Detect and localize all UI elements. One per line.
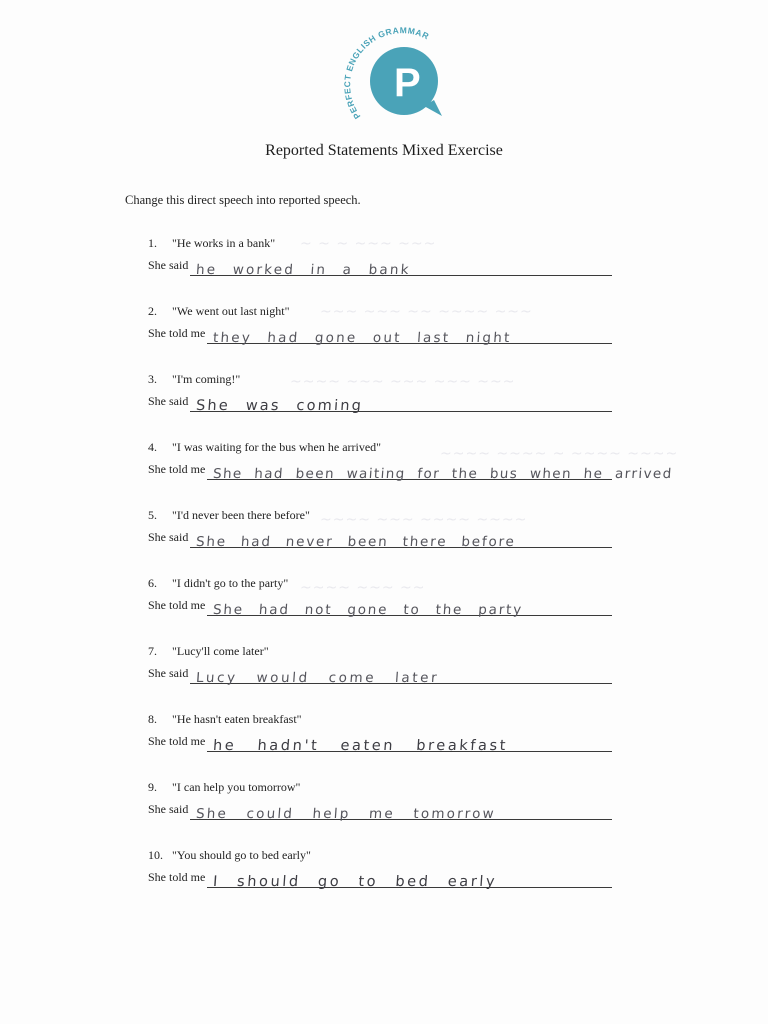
answer-line[interactable]: [190, 661, 612, 684]
exercise-item: [0, 304, 768, 372]
handwritten-answer: She could help me tomorrow: [195, 806, 497, 822]
handwritten-answer: he hadn't eaten breakfast: [212, 738, 509, 754]
perfect-english-grammar-logo: [338, 26, 450, 126]
handwritten-answer: She had not gone to the party: [212, 602, 524, 618]
handwritten-answer: I should go to bed early: [212, 874, 498, 890]
show-through-mark: ~ ~ ~ ~~~ ~~~: [300, 236, 437, 252]
answer-line[interactable]: [190, 525, 612, 548]
answer-line[interactable]: [207, 321, 612, 344]
exercise-item: [0, 372, 768, 440]
exercise-item: [0, 644, 768, 712]
exercise-prompt: [148, 576, 288, 591]
answer-row: [148, 526, 612, 548]
handwritten-answer: She had been waiting for the bus when he arrived: [212, 466, 674, 482]
answer-row: [148, 390, 612, 412]
exercise-item: [0, 848, 768, 916]
direct-speech: "We went out last night": [172, 304, 290, 318]
item-number: 8.: [148, 712, 157, 726]
exercise-item: [0, 440, 768, 508]
handwritten-answer: Lucy would come later: [195, 670, 441, 686]
exercise-prompt: [148, 508, 310, 523]
direct-speech: "I can help you tomorrow": [172, 780, 301, 794]
exercise-prompt: [148, 440, 381, 455]
exercise-item: [0, 780, 768, 848]
show-through-mark: ~~~~ ~~~ ~~~ ~~~ ~~~: [290, 374, 516, 390]
lead-phrase: She said: [148, 666, 189, 680]
direct-speech: "I'm coming!": [172, 372, 241, 386]
lead-phrase: She said: [148, 394, 189, 408]
exercise-item: [0, 712, 768, 780]
exercise-item: [0, 576, 768, 644]
exercise-prompt: [148, 644, 269, 659]
exercise-item: [0, 236, 768, 304]
answer-row: [148, 662, 612, 684]
item-number: 10.: [148, 848, 163, 862]
direct-speech: "You should go to bed early": [172, 848, 311, 862]
answer-line[interactable]: [190, 797, 612, 820]
answer-row: [148, 322, 612, 344]
answer-line[interactable]: [207, 865, 612, 888]
exercise-prompt: [148, 236, 275, 251]
exercise-prompt: [148, 780, 300, 795]
direct-speech: "He works in a bank": [172, 236, 276, 250]
item-number: 3.: [148, 372, 157, 386]
direct-speech: "Lucy'll come later": [172, 644, 269, 658]
show-through-mark: ~~~~ ~~~ ~~~~ ~~~~: [320, 512, 528, 528]
answer-row: [148, 458, 674, 482]
answer-line[interactable]: [190, 389, 612, 412]
exercise-prompt: [148, 372, 240, 387]
item-number: 4.: [148, 440, 157, 454]
handwritten-answer: they had gone out last night: [212, 330, 513, 346]
direct-speech: "I'd never been there before": [172, 508, 310, 522]
lead-phrase: She said: [148, 530, 189, 544]
lead-phrase: She told me: [148, 462, 206, 476]
lead-phrase: She told me: [148, 870, 206, 884]
exercise-list: [0, 236, 768, 916]
lead-phrase: She said: [148, 802, 189, 816]
answer-row: [148, 730, 612, 752]
logo-letter: P: [394, 61, 421, 105]
answer-row: [148, 798, 612, 820]
lead-phrase: She told me: [148, 598, 206, 612]
instructions: Change this direct speech into reported speech.: [125, 193, 361, 207]
exercise-prompt: [148, 304, 289, 319]
logo-arc-text: PERFECT ENGLISH GRAMMAR: [342, 26, 431, 122]
handwritten-answer: She was coming: [195, 398, 364, 414]
show-through-mark: ~~~~ ~~~ ~~: [300, 580, 426, 596]
exercise-item: [0, 508, 768, 576]
answer-line[interactable]: [207, 729, 612, 752]
answer-line[interactable]: [207, 593, 612, 616]
lead-phrase: She told me: [148, 326, 206, 340]
item-number: 2.: [148, 304, 157, 318]
item-number: 9.: [148, 780, 157, 794]
page-title: Reported Statements Mixed Exercise: [265, 142, 503, 159]
answer-line[interactable]: [207, 457, 674, 482]
lead-phrase: She said: [148, 258, 189, 272]
answer-row: [148, 254, 612, 276]
exercise-prompt: [148, 848, 311, 863]
exercise-prompt: [148, 712, 302, 727]
answer-line[interactable]: [190, 253, 612, 276]
answer-row: [148, 866, 612, 888]
direct-speech: "I didn't go to the party": [172, 576, 289, 590]
answer-row: [148, 594, 612, 616]
item-number: 1.: [148, 236, 157, 250]
handwritten-answer: he worked in a bank: [195, 262, 412, 278]
show-through-mark: ~~~ ~~~ ~~ ~~~~ ~~~: [320, 304, 533, 320]
item-number: 6.: [148, 576, 157, 590]
item-number: 5.: [148, 508, 157, 522]
show-through-mark: ~~~~ ~~~~ ~ ~~~~ ~~~~: [440, 446, 679, 462]
direct-speech: "He hasn't eaten breakfast": [172, 712, 302, 726]
handwritten-answer: She had never been there before: [195, 534, 517, 550]
lead-phrase: She told me: [148, 734, 206, 748]
logo-icon: [338, 26, 450, 126]
direct-speech: "I was waiting for the bus when he arrived": [172, 440, 382, 454]
item-number: 7.: [148, 644, 157, 658]
